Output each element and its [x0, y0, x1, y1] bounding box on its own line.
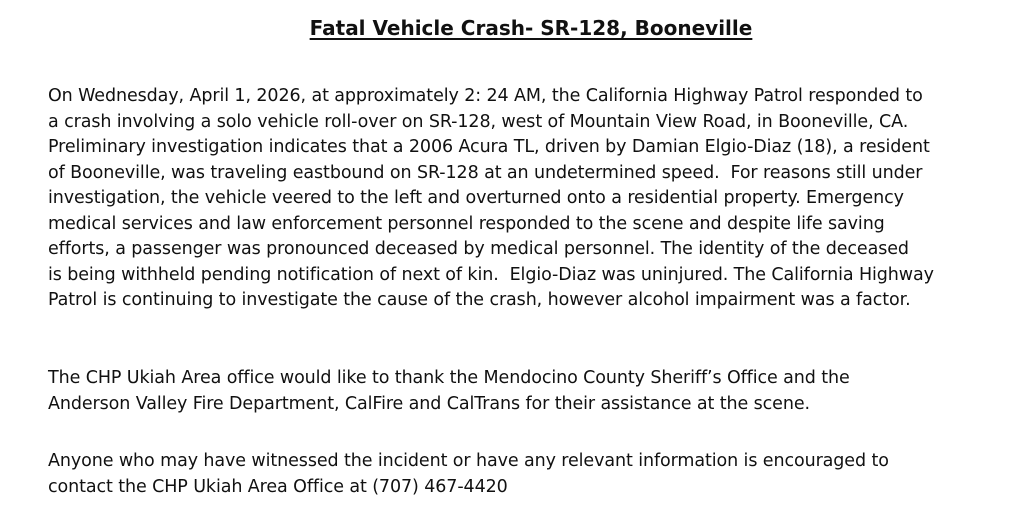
text-line: Anderson Valley Fire Department, CalFire and CalTrans for their assistance at the scene. — [48, 393, 810, 414]
contact-paragraph — [48, 449, 889, 500]
thanks-paragraph — [48, 366, 850, 417]
text-line: medical services and law enforcement personnel responded to the scene and despite life saving — [48, 213, 885, 234]
text-line: contact the CHP Ukiah Area Office at (707) 467-4420 — [48, 476, 508, 497]
text-line: Preliminary investigation indicates that a 2006 Acura TL, driven by Damian Elgio-Diaz (18), a resident — [48, 137, 930, 157]
incident-paragraph — [48, 84, 934, 314]
text-line: The CHP Ukiah Area office would like to thank the Mendocino County Sheriff’s Office and the — [48, 368, 850, 388]
text-line: Anyone who may have witnessed the incident or have any relevant information is encouraged to — [48, 451, 889, 471]
text-line: investigation, the vehicle veered to the left and overturned onto a residential property. Emergency — [48, 188, 904, 208]
document-title: Fatal Vehicle Crash- SR-128, Booneville — [309, 16, 753, 40]
text-line: of Booneville, was traveling eastbound on SR-128 at an undetermined speed. For reasons still under — [48, 162, 923, 183]
text-line: is being withheld pending notification of next of kin. Elgio-Diaz was uninjured. The California Highway — [48, 264, 934, 285]
text-line: a crash involving a solo vehicle roll-over on SR-128, west of Mountain View Road, in Booneville, CA. — [48, 111, 909, 132]
text-line: On Wednesday, April 1, 2026, at approximately 2: 24 AM, the California Highway Patrol responded to — [48, 86, 923, 106]
text-line: Patrol is continuing to investigate the cause of the crash, however alcohol impairment was a factor. — [48, 290, 911, 310]
text-line: efforts, a passenger was pronounced deceased by medical personnel. The identity of the deceased — [48, 239, 909, 259]
